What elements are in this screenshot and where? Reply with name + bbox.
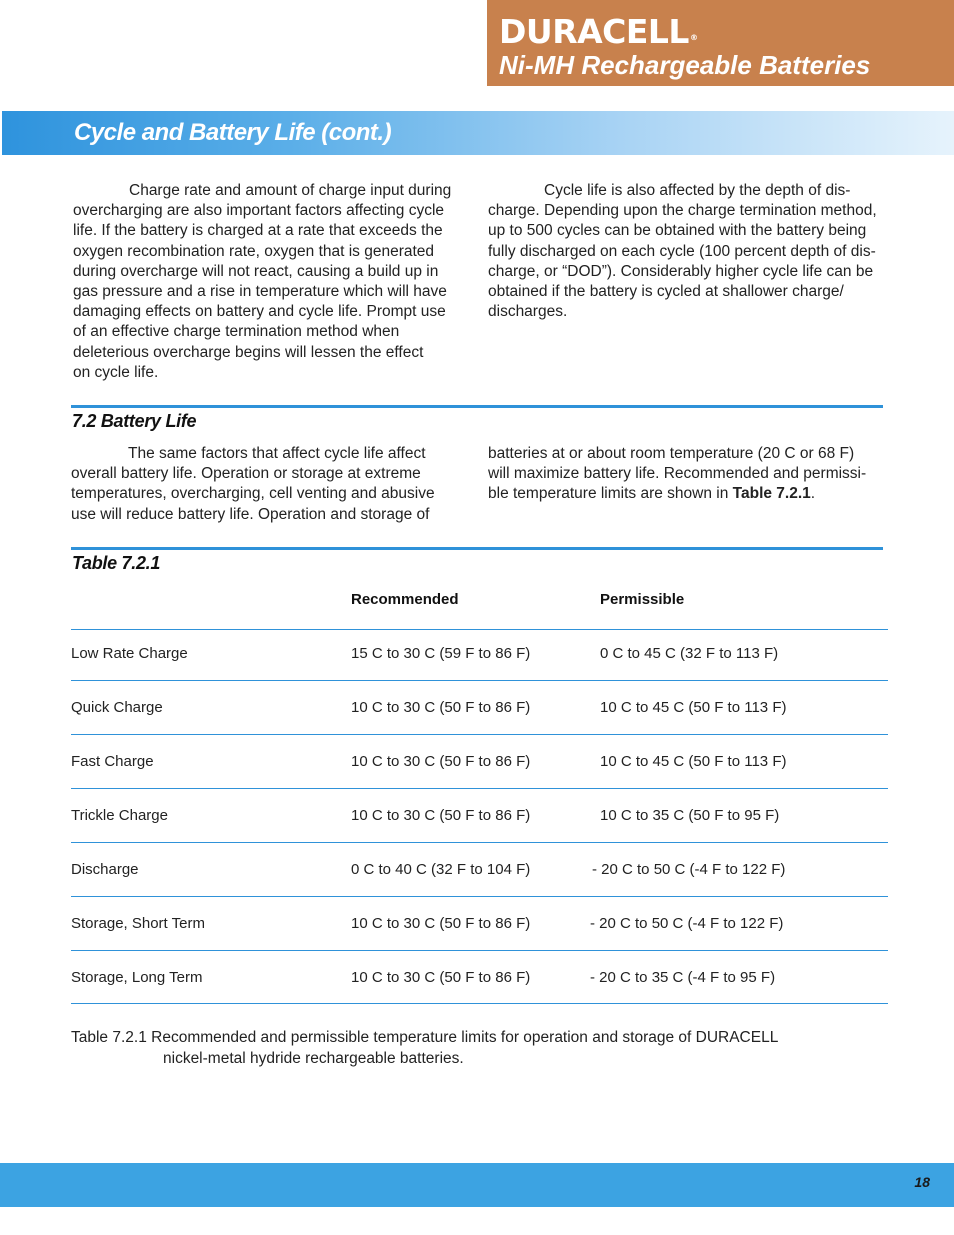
permissible-value: - 20 C to 35 C (-4 F to 95 F) bbox=[590, 969, 776, 986]
brand-subtitle: Ni-MH Rechargeable Batteries bbox=[499, 50, 871, 80]
page-title: Cycle and Battery Life (cont.) bbox=[74, 119, 392, 146]
intro-paragraph-left: Charge rate and amount of charge input during overcharging are also important factors affecting cycle life. If the battery is charged at a rate that exceeds the oxygen recombination rate, oxygen that is generated during overcharge will not react, causing a build up in gas pressure and a rise in temperature which will have damaging effects on battery and cycle life. Prompt use of an effective charge termination method when deleterious overcharge begins will lessen the effect on cycle life. bbox=[73, 182, 452, 381]
column-header-recommended: Recommended bbox=[351, 591, 459, 608]
table-row-divider bbox=[71, 842, 888, 843]
recommended-value: 10 C to 30 C (50 F to 86 F) bbox=[351, 753, 531, 770]
permissible-value: 10 C to 45 C (50 F to 113 F) bbox=[600, 753, 787, 770]
row-label: Low Rate Charge bbox=[71, 645, 188, 662]
registered-mark: ® bbox=[689, 33, 698, 42]
table-row-divider bbox=[71, 896, 888, 897]
column-header-permissible: Permissible bbox=[600, 591, 685, 608]
table-reference: Table 7.2.1 bbox=[732, 485, 811, 503]
battery-life-paragraph-left: The same factors that affect cycle life affect overall battery life. Operation or storage at extreme temperatures, overcharging, cell venting and abusive use will reduce battery life. Operation and storage of bbox=[71, 445, 435, 523]
section-title-bar bbox=[2, 111, 954, 155]
recommended-value: 0 C to 40 C (32 F to 104 F) bbox=[351, 861, 531, 878]
table-caption: Table 7.2.1 Recommended and permissible temperature limits for operation and storage of DURACELL nickel-metal hydride rechargeable batteries. bbox=[71, 1029, 779, 1067]
page-number: 18 bbox=[914, 1174, 930, 1190]
row-label: Storage, Short Term bbox=[71, 915, 205, 932]
section-heading: 7.2 Battery Life bbox=[72, 411, 197, 431]
table-row-divider bbox=[71, 950, 888, 951]
permissible-value: 10 C to 45 C (50 F to 113 F) bbox=[600, 699, 787, 716]
recommended-value: 10 C to 30 C (50 F to 86 F) bbox=[351, 915, 531, 932]
permissible-value: - 20 C to 50 C (-4 F to 122 F) bbox=[590, 915, 784, 932]
row-label: Discharge bbox=[71, 861, 139, 878]
row-label: Trickle Charge bbox=[71, 807, 168, 824]
row-label: Fast Charge bbox=[71, 753, 154, 770]
table-row-divider bbox=[71, 629, 888, 630]
permissible-value: 10 C to 35 C (50 F to 95 F) bbox=[600, 807, 780, 824]
row-label: Quick Charge bbox=[71, 699, 163, 716]
table-heading: Table 7.2.1 bbox=[72, 553, 161, 573]
table-row-divider bbox=[71, 734, 888, 735]
intro-paragraph-right: Cycle life is also affected by the depth of dis- charge. Depending upon the charge termination method, up to 500 cycles can be obtained with the battery being fully discharged on each cycle (100 percent depth of dis- charge, or “DOD”). Considerably higher cycle life can be obtained if the battery is cycled at shallower charge/ discharges. bbox=[488, 182, 877, 321]
recommended-value: 10 C to 30 C (50 F to 86 F) bbox=[351, 969, 531, 986]
recommended-value: 15 C to 30 C (59 F to 86 F) bbox=[351, 645, 531, 662]
permissible-value: - 20 C to 50 C (-4 F to 122 F) bbox=[592, 861, 786, 878]
brand-header bbox=[487, 0, 954, 86]
table-row-divider bbox=[71, 788, 888, 789]
recommended-value: 10 C to 30 C (50 F to 86 F) bbox=[351, 807, 531, 824]
brand-logo: DURACELL® bbox=[499, 12, 698, 51]
battery-life-paragraph-right: batteries at or about room temperature (20 C or 68 F) will maximize battery life. Recommended and permissi- ble temperature limits are shown in Table 7.2.1. bbox=[488, 445, 867, 503]
permissible-value: 0 C to 45 C (32 F to 113 F) bbox=[600, 645, 779, 662]
table-divider bbox=[71, 547, 883, 550]
table-row-divider bbox=[71, 680, 888, 681]
footer-bar bbox=[0, 1163, 954, 1207]
section-divider bbox=[71, 405, 883, 408]
recommended-value: 10 C to 30 C (50 F to 86 F) bbox=[351, 699, 531, 716]
table-row-divider bbox=[71, 1003, 888, 1004]
row-label: Storage, Long Term bbox=[71, 969, 203, 986]
